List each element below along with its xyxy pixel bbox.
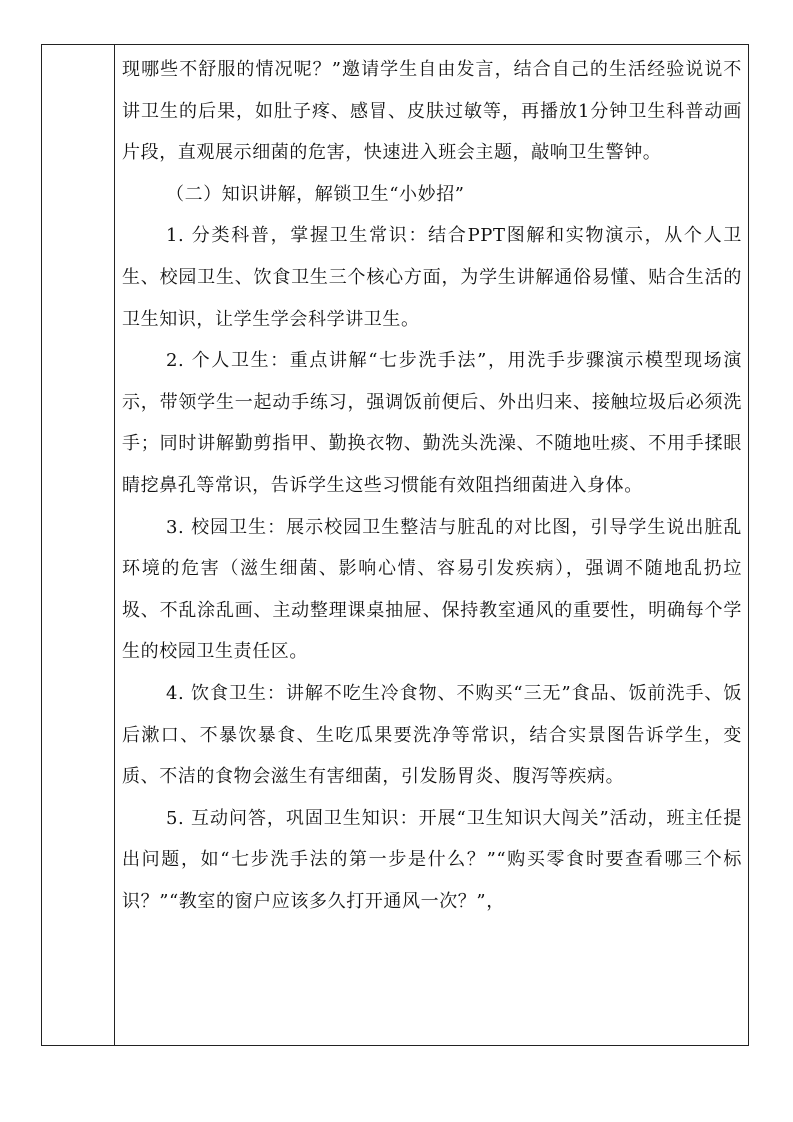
- table-label-column: [42, 45, 115, 1045]
- paragraph-item-1: 1. 分类科普，掌握卫生常识：结合PPT图解和实物演示，从个人卫生、校园卫生、饮食卫生三个核心方面，为学生讲解通俗易懂、贴合生活的卫生知识，让学生学会科学讲卫生。: [122, 225, 742, 330]
- paragraph-item-2: 2. 个人卫生：重点讲解“七步洗手法”，用洗手步骤演示模型现场演示，带领学生一起动手练习，强调饭前便后、外出归来、接触垃圾后必须洗手；同时讲解勤剪指甲、勤换衣物、勤洗头洗澡、不随地吐痰、不用手揉眼睛挖鼻孔等常识，告诉学生这些习惯能有效阻挡细菌进入身体。: [122, 350, 742, 496]
- paragraph-item-3: 3. 校园卫生：展示校园卫生整洁与脏乱的对比图，引导学生说出脏乱环境的危害（滋生细菌、影响心情、容易引发疾病），强调不随地乱扔垃圾、不乱涂乱画、主动整理课桌抽屉、保持教室通风的重要性，明确每个学生的校园卫生责任区。: [122, 516, 742, 663]
- lesson-plan-table: [41, 44, 749, 1046]
- table-content-cell: [122, 49, 742, 922]
- paragraph-item-4: 4. 饮食卫生：讲解不吃生冷食物、不购买“三无”食品、饭前洗手、饭后漱口、不暴饮暴食、生吃瓜果要洗净等常识，结合实景图告诉学生，变质、不洁的食物会滋生有害细菌，引发肠胃炎、腹泻等疾病。: [122, 682, 742, 788]
- paragraph-item-5: 5. 互动问答，巩固卫生知识：开展“卫生知识大闯关”活动，班主任提出问题，如“七步洗手法的第一步是什么？”“购买零食时要查看哪三个标识？”“教室的窗户应该多久打开通风一次？”，: [122, 807, 742, 912]
- paragraph-intro-continuation: 现哪些不舒服的情况呢？”邀请学生自由发言，结合自己的生活经验说说不讲卫生的后果，如肚子疼、感冒、皮肤过敏等，再播放1分钟卫生科普动画片段，直观展示细菌的危害，快速进入班会主题，敲响卫生警钟。: [122, 59, 742, 164]
- section-heading-knowledge: （二）知识讲解，解锁卫生“小妙招”: [166, 183, 465, 205]
